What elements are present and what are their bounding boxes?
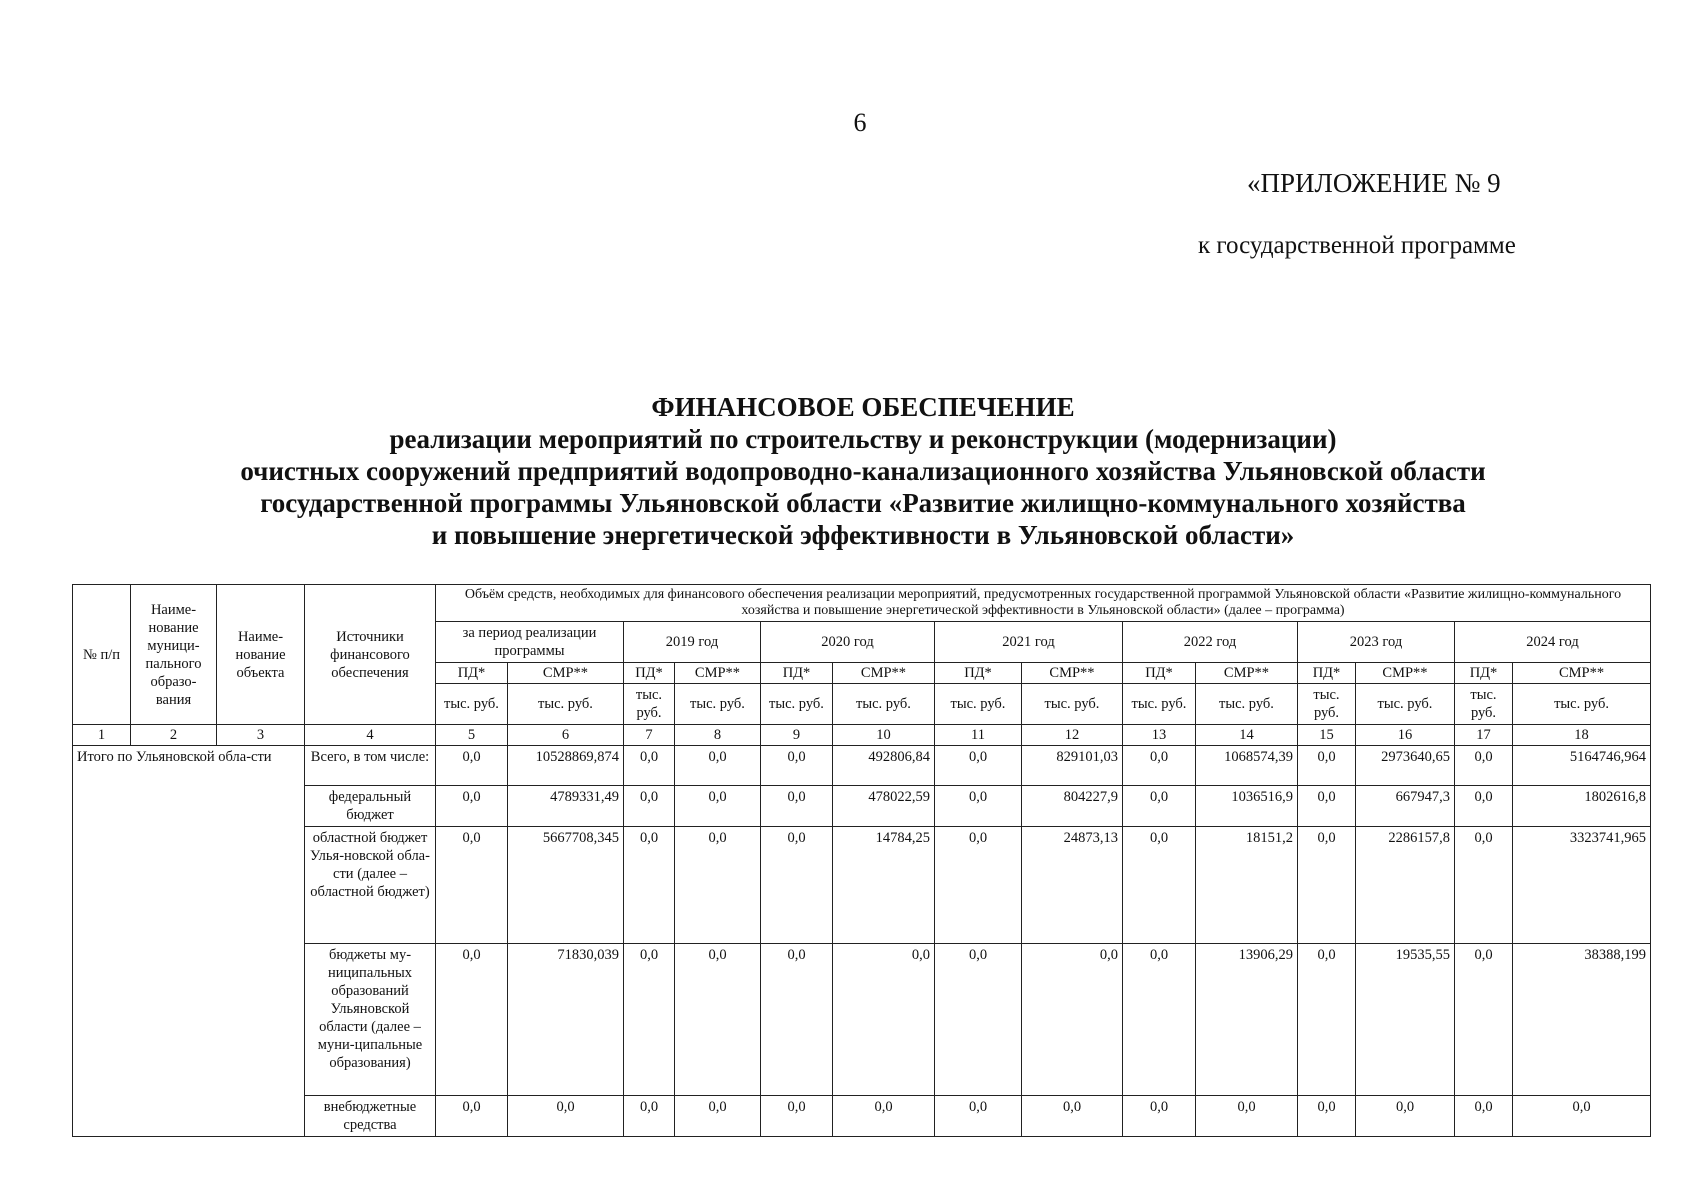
value-cell: 0,0: [624, 944, 675, 1096]
value-cell: 24873,13: [1022, 827, 1123, 944]
pd-header: ПД*: [1123, 663, 1196, 684]
value-cell: 0,0: [833, 944, 935, 1096]
page-number: 6: [853, 108, 867, 137]
value-cell: 5667708,345: [508, 827, 624, 944]
column-number: 8: [675, 725, 761, 746]
period-header: 2024 год: [1455, 622, 1651, 663]
column-number: 14: [1196, 725, 1298, 746]
value-cell: 0,0: [624, 746, 675, 786]
col-sources-header: Источники финансового обеспечения: [305, 585, 436, 725]
volume-header: Объём средств, необходимых для финансового обеспечения реализации мероприятий, предусмотренных государственной программой Ульяновской области «Развитие жилищно-коммунального хозяйства и повышение энергетической эффективности в Ульяновской области» (далее – программа): [436, 585, 1651, 622]
column-number: 9: [761, 725, 833, 746]
value-cell: 71830,039: [508, 944, 624, 1096]
value-cell: 0,0: [1513, 1096, 1651, 1137]
value-cell: 0,0: [1123, 1096, 1196, 1137]
financing-table: [72, 584, 1651, 1137]
value-cell: 0,0: [1298, 786, 1356, 827]
period-header: 2023 год: [1298, 622, 1455, 663]
table-row: [73, 786, 1651, 827]
table-row: [73, 746, 1651, 786]
column-number: 4: [305, 725, 436, 746]
smr-header: СМР**: [508, 663, 624, 684]
value-cell: 0,0: [675, 786, 761, 827]
value-cell: 3323741,965: [1513, 827, 1651, 944]
smr-header: СМР**: [1356, 663, 1455, 684]
value-cell: 0,0: [935, 786, 1022, 827]
value-cell: 0,0: [1022, 944, 1123, 1096]
period-header: 2020 год: [761, 622, 935, 663]
pd-header: ПД*: [436, 663, 508, 684]
smr-header: СМР**: [1022, 663, 1123, 684]
value-cell: 0,0: [1455, 827, 1513, 944]
value-cell: 1036516,9: [1196, 786, 1298, 827]
col-municipality-header: Наиме-нование муници-пального образо-вания: [131, 585, 217, 725]
column-number: 10: [833, 725, 935, 746]
column-number: 17: [1455, 725, 1513, 746]
unit-cell: тыс. руб.: [935, 684, 1022, 725]
value-cell: 38388,199: [1513, 944, 1651, 1096]
title-line: реализации мероприятий по строительству и реконструкции (модернизации): [389, 424, 1337, 454]
title-line: ФИНАНСОВОЕ ОБЕСПЕЧЕНИЕ: [651, 392, 1075, 422]
smr-header: СМР**: [1196, 663, 1298, 684]
value-cell: 19535,55: [1356, 944, 1455, 1096]
unit-cell: тыс. руб.: [436, 684, 508, 725]
table-row: [73, 1096, 1651, 1137]
col-object-header: Наиме-нование объекта: [217, 585, 305, 725]
unit-cell: тыс. руб.: [508, 684, 624, 725]
title-line: очистных сооружений предприятий водопроводно-канализационного хозяйства Ульяновской области: [240, 456, 1486, 486]
unit-cell: тыс. руб.: [1196, 684, 1298, 725]
value-cell: 0,0: [1455, 746, 1513, 786]
value-cell: 0,0: [1298, 746, 1356, 786]
period-header: 2021 год: [935, 622, 1123, 663]
value-cell: 0,0: [675, 827, 761, 944]
value-cell: 2286157,8: [1356, 827, 1455, 944]
value-cell: 492806,84: [833, 746, 935, 786]
value-cell: 0,0: [1196, 1096, 1298, 1137]
pd-header: ПД*: [1298, 663, 1356, 684]
value-cell: 0,0: [624, 786, 675, 827]
period-header: за период реализации программы: [436, 622, 624, 663]
pd-header: ПД*: [1455, 663, 1513, 684]
value-cell: 0,0: [761, 827, 833, 944]
source-cell: федеральный бюджет: [305, 786, 436, 827]
column-number: 6: [508, 725, 624, 746]
value-cell: 804227,9: [1022, 786, 1123, 827]
value-cell: 0,0: [1298, 944, 1356, 1096]
unit-cell: тыс. руб.: [1123, 684, 1196, 725]
title-line: и повышение энергетической эффективности в Ульяновской области»: [431, 520, 1295, 550]
smr-header: СМР**: [675, 663, 761, 684]
value-cell: 1802616,8: [1513, 786, 1651, 827]
unit-cell: тыс. руб.: [761, 684, 833, 725]
period-header: 2019 год: [624, 622, 761, 663]
value-cell: 0,0: [935, 1096, 1022, 1137]
value-cell: 0,0: [1455, 1096, 1513, 1137]
column-number: 5: [436, 725, 508, 746]
value-cell: 0,0: [1123, 827, 1196, 944]
title-line: государственной программы Ульяновской области «Развитие жилищно-коммунального хозяйства: [260, 488, 1466, 518]
source-cell: областной бюджет Улья-новской обла-сти (далее – областной бюджет): [305, 827, 436, 944]
smr-header: СМР**: [1513, 663, 1651, 684]
period-header: 2022 год: [1123, 622, 1298, 663]
value-cell: 0,0: [1455, 944, 1513, 1096]
value-cell: 13906,29: [1196, 944, 1298, 1096]
value-cell: 0,0: [436, 786, 508, 827]
pd-header: ПД*: [624, 663, 675, 684]
value-cell: 0,0: [935, 944, 1022, 1096]
table-row: [73, 944, 1651, 1096]
source-cell: внебюджетные средства: [305, 1096, 436, 1137]
value-cell: 478022,59: [833, 786, 935, 827]
value-cell: 0,0: [1123, 746, 1196, 786]
appendix-title: «ПРИЛОЖЕНИЕ № 9: [1247, 168, 1501, 198]
column-number: 18: [1513, 725, 1651, 746]
value-cell: 0,0: [935, 827, 1022, 944]
unit-cell: тыс. руб.: [624, 684, 675, 725]
appendix-subtitle: к государственной программе: [1198, 232, 1516, 259]
value-cell: 0,0: [761, 944, 833, 1096]
value-cell: 2973640,65: [1356, 746, 1455, 786]
value-cell: 0,0: [436, 944, 508, 1096]
value-cell: 0,0: [761, 786, 833, 827]
value-cell: 0,0: [1123, 944, 1196, 1096]
value-cell: 0,0: [436, 827, 508, 944]
value-cell: 0,0: [675, 746, 761, 786]
value-cell: 829101,03: [1022, 746, 1123, 786]
column-number: 11: [935, 725, 1022, 746]
table-row: [73, 827, 1651, 944]
column-number: 7: [624, 725, 675, 746]
column-number: 16: [1356, 725, 1455, 746]
value-cell: 0,0: [833, 1096, 935, 1137]
value-cell: 4789331,49: [508, 786, 624, 827]
unit-cell: тыс. руб.: [833, 684, 935, 725]
column-number: 15: [1298, 725, 1356, 746]
column-number: 2: [131, 725, 217, 746]
value-cell: 0,0: [675, 944, 761, 1096]
value-cell: 0,0: [675, 1096, 761, 1137]
document-title: [0, 391, 1698, 551]
value-cell: 14784,25: [833, 827, 935, 944]
pd-header: ПД*: [935, 663, 1022, 684]
value-cell: 0,0: [761, 1096, 833, 1137]
unit-cell: тыс. руб.: [1298, 684, 1356, 725]
column-number: 3: [217, 725, 305, 746]
value-cell: 0,0: [935, 746, 1022, 786]
unit-cell: тыс. руб.: [1022, 684, 1123, 725]
value-cell: 0,0: [1022, 1096, 1123, 1137]
unit-cell: тыс. руб.: [1356, 684, 1455, 725]
value-cell: 0,0: [436, 746, 508, 786]
value-cell: 0,0: [436, 1096, 508, 1137]
unit-cell: тыс. руб.: [675, 684, 761, 725]
unit-cell: тыс. руб.: [1513, 684, 1651, 725]
value-cell: 0,0: [624, 827, 675, 944]
pd-header: ПД*: [761, 663, 833, 684]
value-cell: 0,0: [508, 1096, 624, 1137]
value-cell: 0,0: [1356, 1096, 1455, 1137]
column-number: 12: [1022, 725, 1123, 746]
value-cell: 0,0: [761, 746, 833, 786]
value-cell: 1068574,39: [1196, 746, 1298, 786]
value-cell: 0,0: [624, 1096, 675, 1137]
value-cell: 0,0: [1298, 827, 1356, 944]
source-cell: бюджеты му-ниципальных образований Ульяновской области (далее – муни-ципальные образования): [305, 944, 436, 1096]
total-label: Итого по Ульяновской обла-сти: [73, 746, 305, 1137]
column-number-row: [73, 725, 1651, 746]
value-cell: 10528869,874: [508, 746, 624, 786]
value-cell: 0,0: [1455, 786, 1513, 827]
unit-cell: тыс. руб.: [1455, 684, 1513, 725]
value-cell: 0,0: [1298, 1096, 1356, 1137]
value-cell: 667947,3: [1356, 786, 1455, 827]
header-row: [73, 585, 1651, 622]
smr-header: СМР**: [833, 663, 935, 684]
column-number: 13: [1123, 725, 1196, 746]
column-number: 1: [73, 725, 131, 746]
value-cell: 18151,2: [1196, 827, 1298, 944]
value-cell: 5164746,964: [1513, 746, 1651, 786]
value-cell: 0,0: [1123, 786, 1196, 827]
source-cell: Всего, в том числе:: [305, 746, 436, 786]
col-num-header: № п/п: [73, 585, 131, 725]
